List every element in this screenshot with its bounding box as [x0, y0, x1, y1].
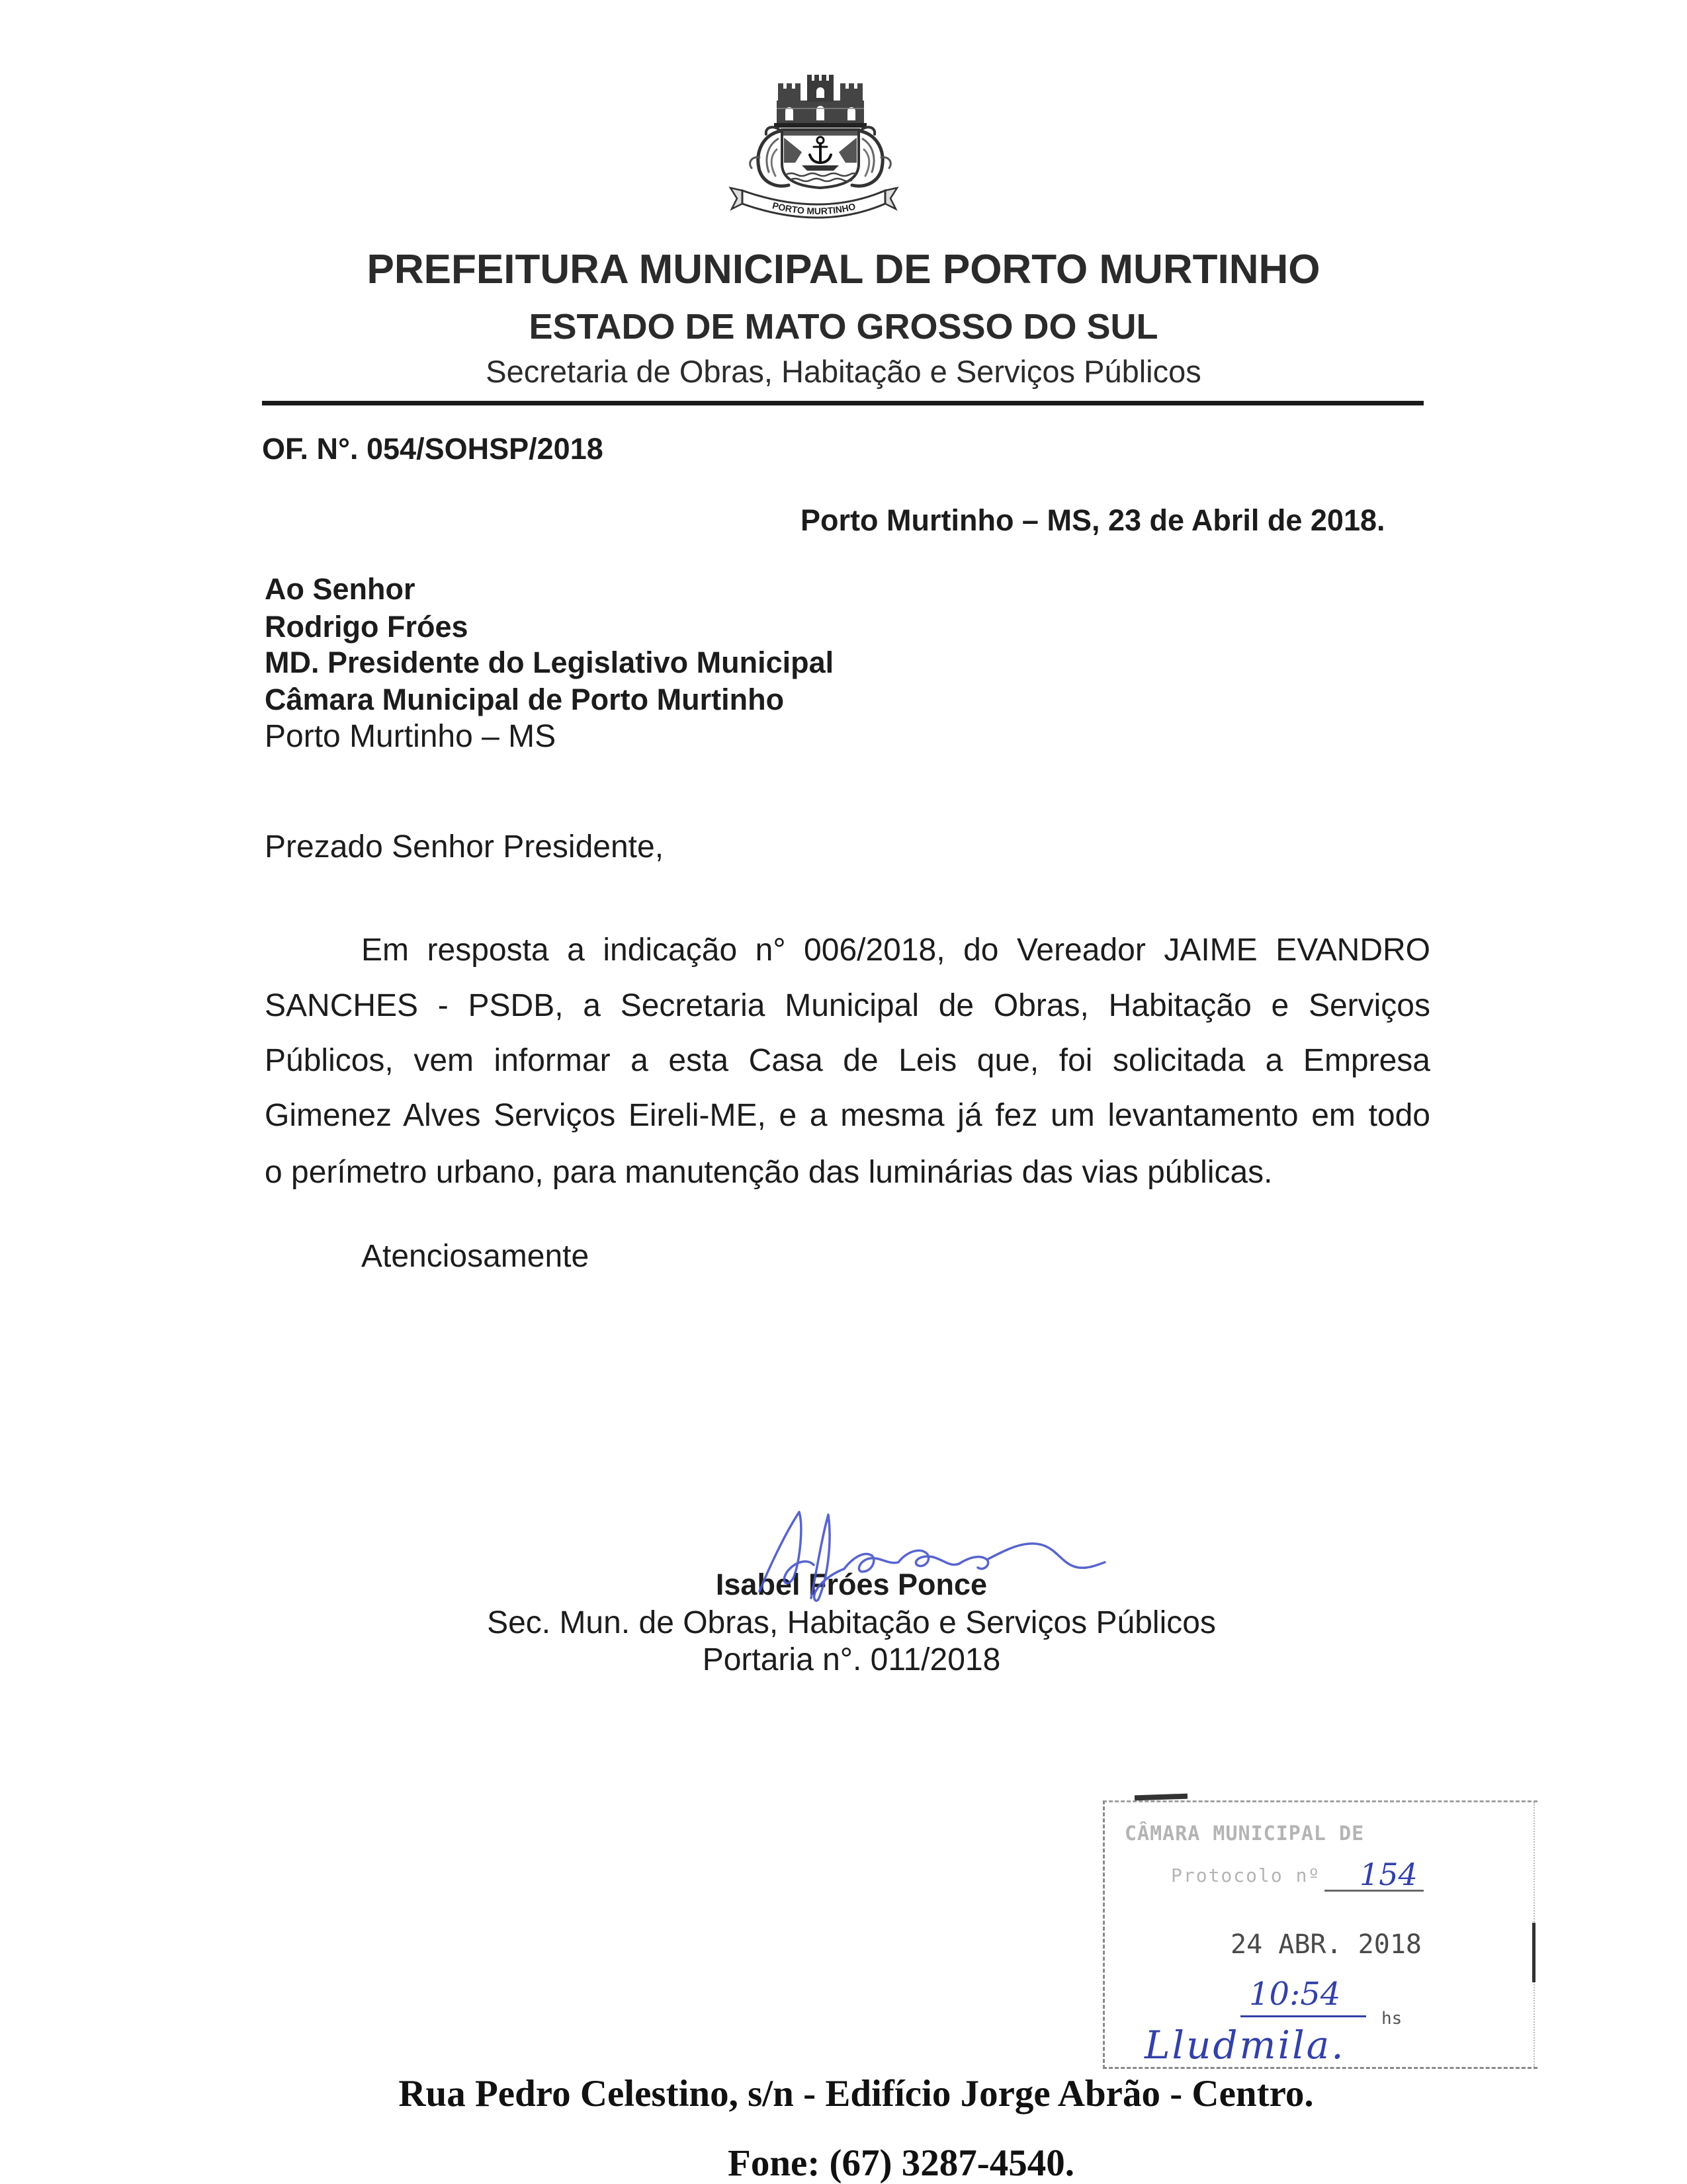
coat-of-arms	[728, 71, 900, 224]
stamp-received-by: Lludmila.	[1145, 2023, 1346, 2068]
footer-address: Rua Pedro Celestino, s/n - Edifício Jorge Abrão - Centro.	[398, 2073, 1314, 2115]
body-line: Públicos, vem informar a esta Casa de Leis que, foi solicitada a Empresa	[265, 1043, 1430, 1078]
header-divider	[262, 401, 1424, 405]
closing: Atenciosamente	[361, 1239, 589, 1274]
body-line: Gimenez Alves Serviços Eireli-ME, e a mesma já fez um levantamento em todo	[265, 1098, 1430, 1133]
stamp-protocol-number: 154	[1360, 1857, 1418, 1892]
stamp-time: 10:54	[1249, 1976, 1341, 2013]
letterhead-department: Secretaria de Obras, Habitação e Serviços Públicos	[486, 354, 1201, 389]
stamp-institution: CÂMARA MUNICIPAL DE	[1125, 1822, 1365, 1845]
ribbon-text: PORTO MURTINHO	[771, 200, 857, 217]
mural-crown	[774, 75, 867, 128]
stamp-time-unit: hs	[1381, 2009, 1403, 2029]
recipient-name: Rodrigo Fróes	[265, 610, 468, 644]
stamp-right-mark	[1532, 1923, 1536, 1982]
letterhead-title: PREFEITURA MUNICIPAL DE PORTO MURTINHO	[367, 247, 1320, 292]
greeting: Prezado Senhor Presidente,	[265, 829, 664, 864]
place-and-date: Porto Murtinho – MS, 23 de Abril de 2018.	[800, 503, 1385, 537]
letterhead-state: ESTADO DE MATO GROSSO DO SUL	[529, 307, 1158, 347]
body-line: o perímetro urbano, para manutenção das luminárias das vias públicas.	[265, 1155, 1273, 1190]
signatory-role: Sec. Mun. de Obras, Habitação e Serviços Públicos	[487, 1605, 1216, 1640]
recipient-city: Porto Murtinho – MS	[265, 719, 556, 754]
stamp-date: 24 ABR. 2018	[1231, 1929, 1422, 1960]
stamp-protocol-label: Protocolo nº	[1171, 1865, 1321, 1886]
recipient-institution: Câmara Municipal de Porto Murtinho	[265, 683, 785, 716]
recipient-salutation: Ao Senhor	[265, 572, 415, 606]
body-line: SANCHES - PSDB, a Secretaria Municipal de Obras, Habitação e Serviços	[265, 988, 1430, 1023]
signatory-appointment: Portaria n°. 011/2018	[702, 1642, 1001, 1677]
stamp-mark	[1135, 1794, 1188, 1801]
body-line: Em resposta a indicação n° 006/2018, do Vereador JAIME EVANDRO	[361, 933, 1430, 968]
recipient-title: MD. Presidente do Legislativo Municipal	[265, 646, 834, 679]
signatory-name: Isabel Fróes Ponce	[715, 1568, 988, 1601]
receipt-stamp	[1103, 1800, 1537, 2069]
document-reference: OF. N°. 054/SOHSP/2018	[262, 432, 603, 466]
footer-phone: Fone: (67) 3287-4540.	[728, 2142, 1074, 2184]
stamp-time-underline	[1240, 2015, 1366, 2017]
ribbon	[730, 188, 897, 218]
